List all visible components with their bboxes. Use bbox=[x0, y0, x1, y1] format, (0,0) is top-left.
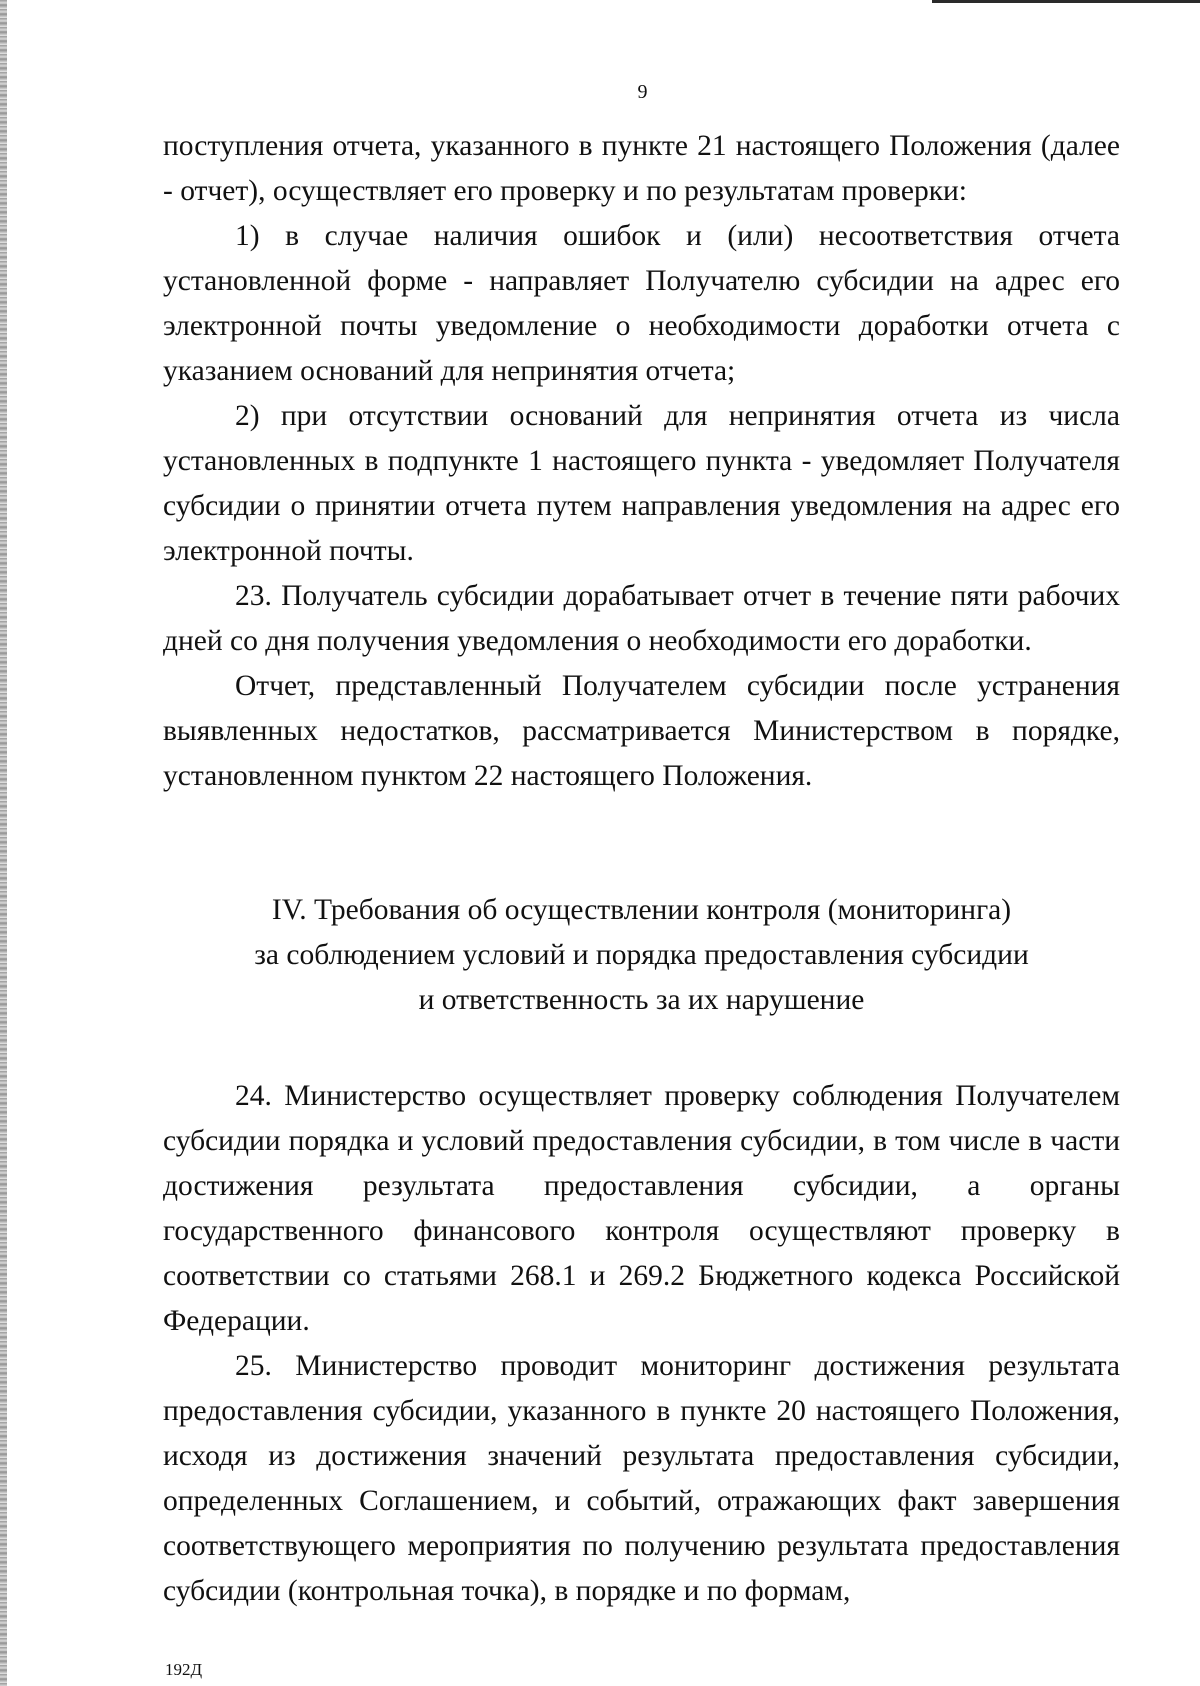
paragraph-25: 25. Министерство проводит мониторинг достижения результата предоставления субсидии, указанного в пункте 20 настоящего Положения, исходя из достижения значений результата предоставления субсидии, определенных Соглашением, и событий, отражающих факт завершения соответствующего мероприятия по получению результата предоставления субсидии (контрольная точка), в порядке и по формам, bbox=[163, 1350, 1120, 1607]
section-heading-line-2: за соблюдением условий и порядка предоставления субсидии bbox=[254, 939, 1029, 971]
page-number: 9 bbox=[637, 81, 648, 103]
paragraph-item-2: 2) при отсутствии оснований для непринятия отчета из числа установленных в подпункте 1 настоящего пункта - уведомляет Получателя субсидии о принятии отчета путем направления уведомления на адрес его электронной почты. bbox=[163, 400, 1120, 567]
paragraph-continuation: поступления отчета, указанного в пункте 21 настоящего Положения (далее - отчет), осуществляет его проверку и по результатам проверки: bbox=[163, 130, 1120, 207]
body-text-bottom bbox=[163, 1074, 1120, 1614]
body-text-top bbox=[163, 124, 1120, 799]
paragraph-item-1: 1) в случае наличия ошибок и (или) несоответствия отчета установленной форме - направляет Получателю субсидии на адрес его электронной почты уведомление о необходимости доработки отчета с указанием оснований для непринятия отчета; bbox=[163, 220, 1120, 387]
section-heading-line-3: и ответственность за их нарушение bbox=[418, 984, 865, 1016]
scan-edge-shadow bbox=[0, 0, 7, 1686]
paragraph-report-review: Отчет, представленный Получателем субсидии после устранения выявленных недостатков, рассматривается Министерством в порядке, установленном пунктом 22 настоящего Положения. bbox=[163, 670, 1120, 792]
section-heading bbox=[163, 888, 1120, 1023]
paragraph-23: 23. Получатель субсидии дорабатывает отчет в течение пяти рабочих дней со дня получения уведомления о необходимости его доработки. bbox=[163, 580, 1120, 657]
document-code: 192Д bbox=[165, 1660, 203, 1679]
paragraph-24: 24. Министерство осуществляет проверку соблюдения Получателем субсидии порядка и условий предоставления субсидии, в том числе в части достижения результата предоставления субсидии, а органы государственного финансового контроля осуществляют проверку в соответствии со статьями 268.1 и 269.2 Бюджетного кодекса Российской Федерации. bbox=[163, 1080, 1120, 1337]
section-heading-line-1: IV. Требования об осуществлении контроля (мониторинга) bbox=[271, 894, 1012, 926]
scan-top-line bbox=[932, 0, 1200, 3]
